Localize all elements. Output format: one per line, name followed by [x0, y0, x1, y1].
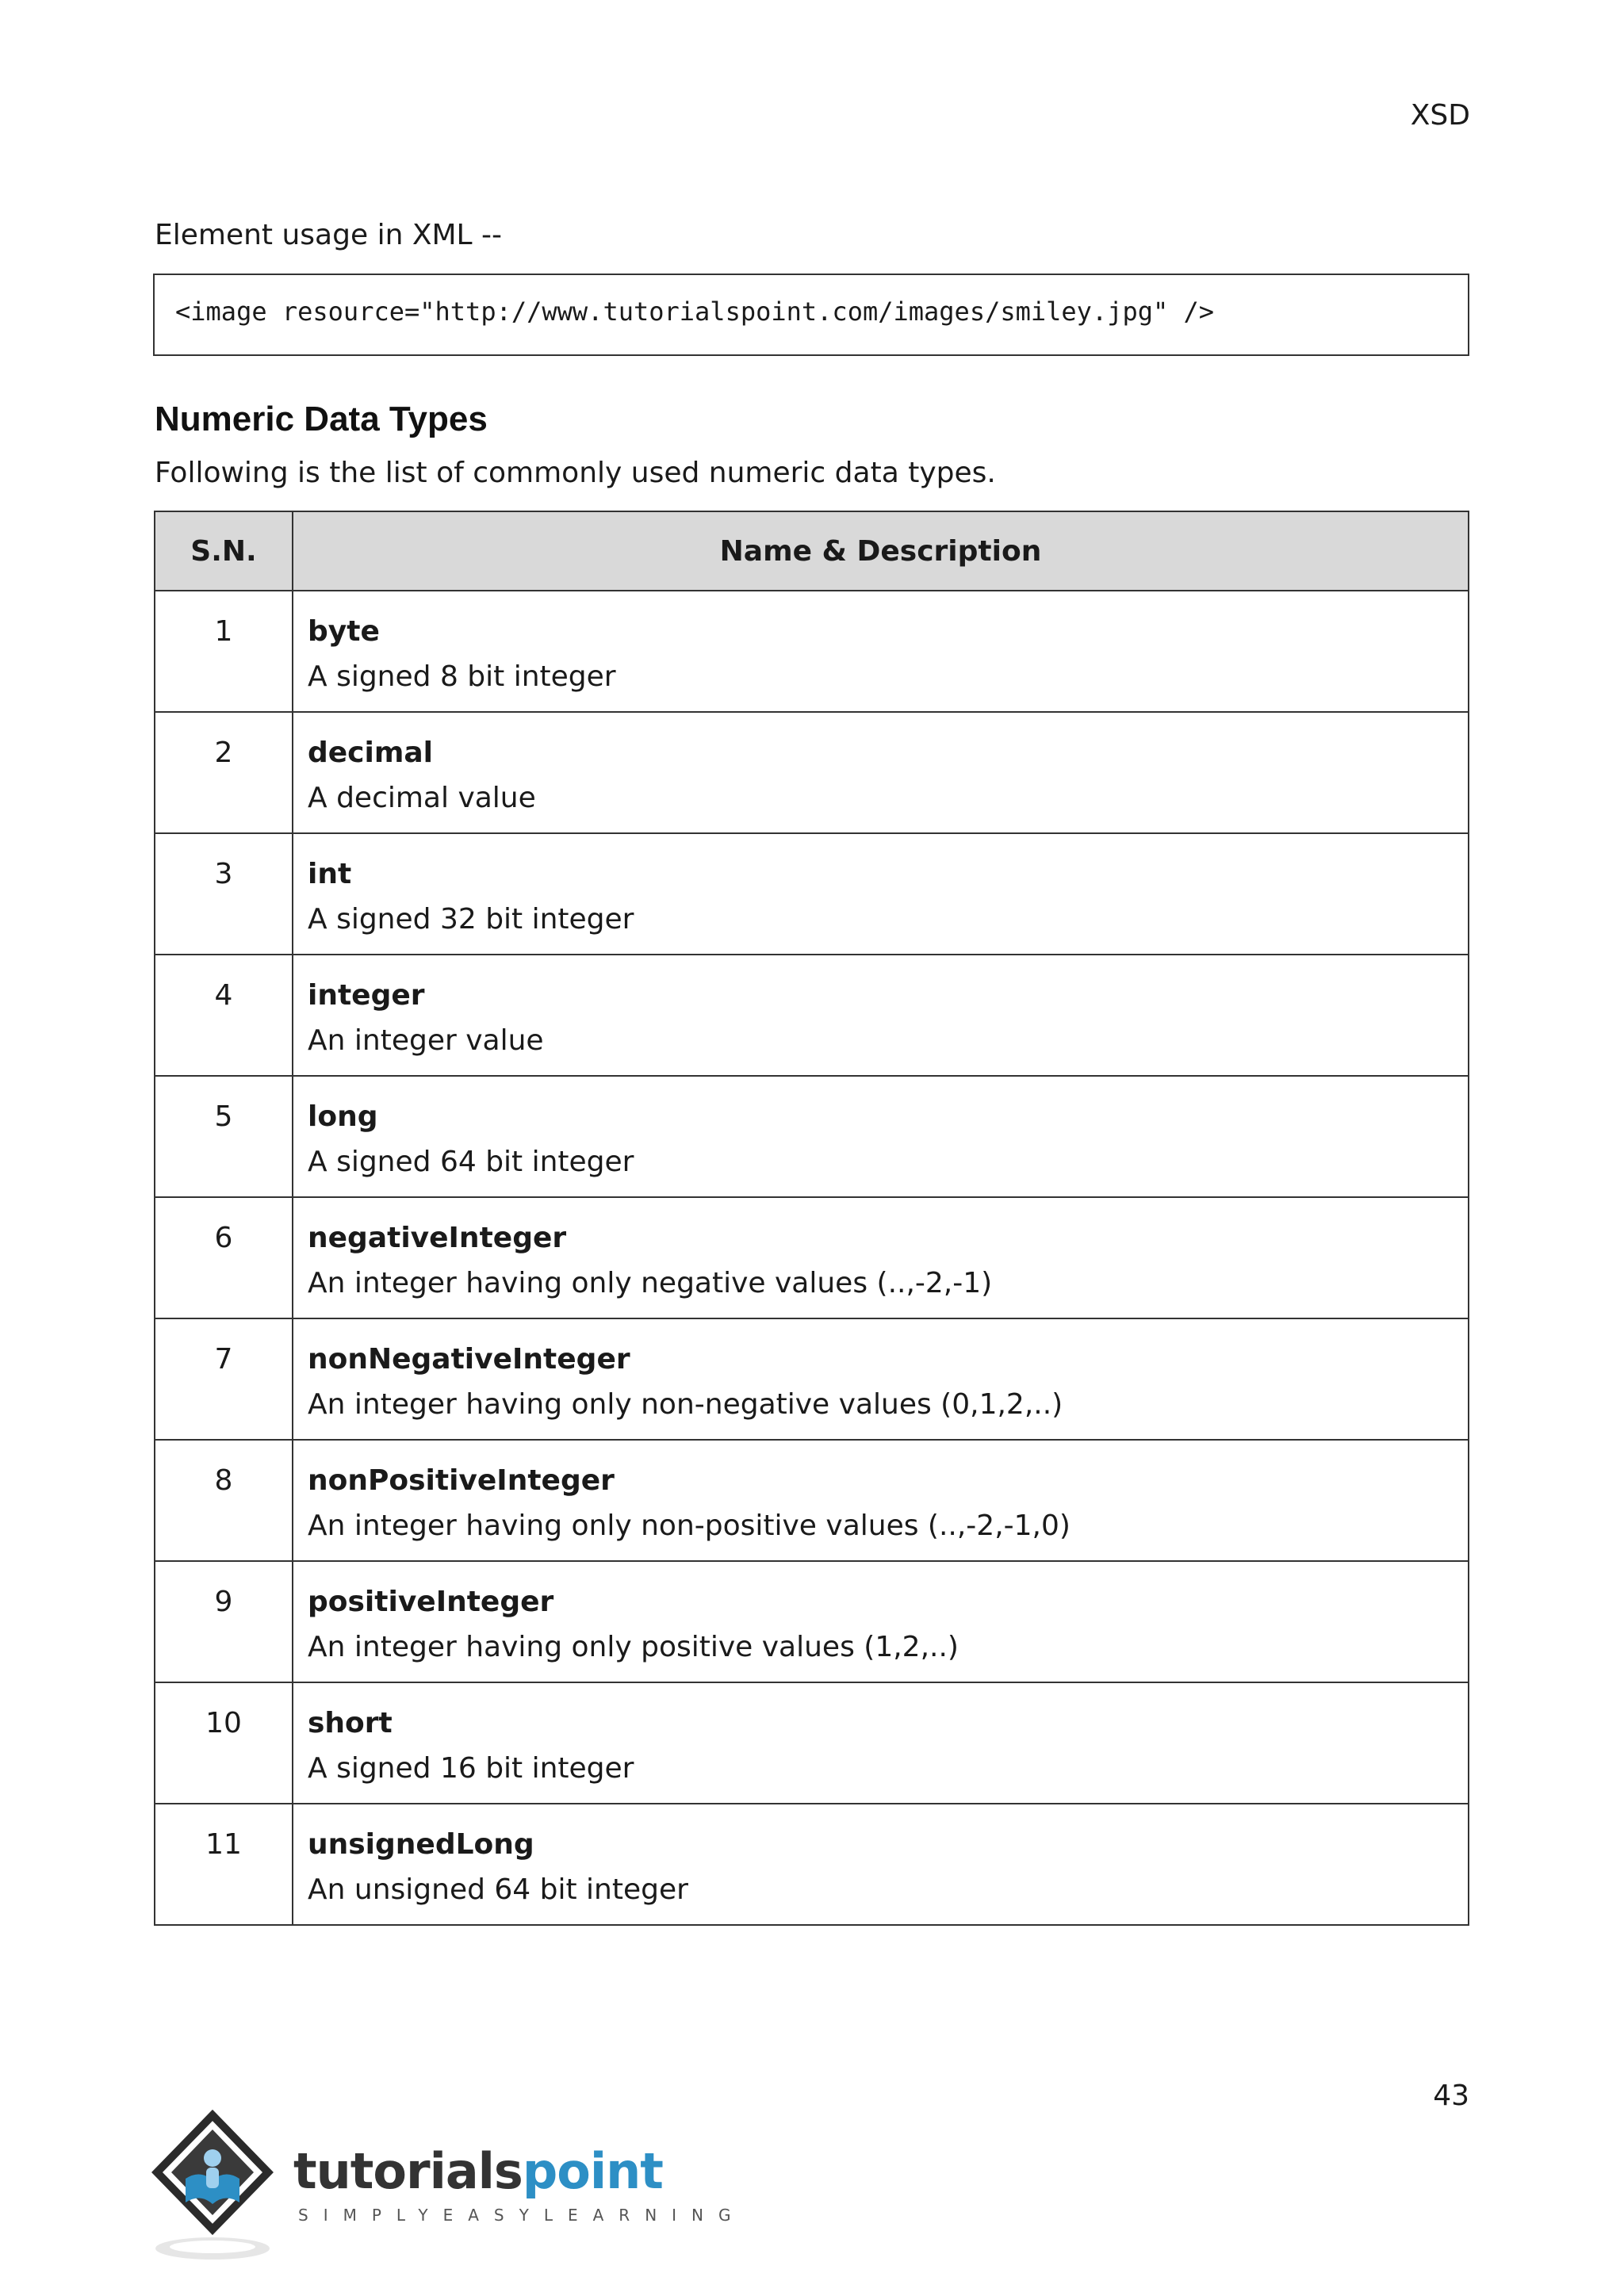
- code-block: [153, 274, 1469, 356]
- row-number: 2: [155, 712, 293, 833]
- row-number: 6: [155, 1197, 293, 1318]
- type-description: A signed 8 bit integer: [308, 660, 616, 693]
- table-row: [155, 591, 1469, 712]
- table-row: [155, 955, 1469, 1076]
- row-number: 4: [155, 955, 293, 1076]
- type-name: byte: [308, 615, 380, 648]
- type-description: An integer value: [308, 1024, 544, 1057]
- row-content: [293, 1440, 1469, 1561]
- type-name: long: [308, 1100, 378, 1133]
- column-header-sn: S.N.: [155, 511, 293, 591]
- row-content: [293, 712, 1469, 833]
- type-name: short: [308, 1707, 393, 1739]
- row-number: 5: [155, 1076, 293, 1197]
- row-content: [293, 1804, 1469, 1925]
- row-number: 8: [155, 1440, 293, 1561]
- table-row: [155, 1076, 1469, 1197]
- code-text: <image resource="http://www.tutorialspoint.com/images/smiley.jpg" />: [175, 297, 1215, 327]
- type-description: A signed 16 bit integer: [308, 1752, 634, 1785]
- row-content: [293, 1076, 1469, 1197]
- row-number: 7: [155, 1318, 293, 1440]
- type-name: nonPositiveInteger: [308, 1464, 615, 1497]
- row-number: 11: [155, 1804, 293, 1925]
- type-description: A decimal value: [308, 782, 536, 814]
- type-name: decimal: [308, 737, 434, 769]
- type-name: nonNegativeInteger: [308, 1343, 630, 1376]
- intro-text: Element usage in XML --: [155, 219, 503, 251]
- type-description: An integer having only negative values (..,-2,-1): [308, 1267, 993, 1299]
- type-name: positiveInteger: [308, 1586, 554, 1618]
- logo-wordmark: [293, 2144, 663, 2199]
- table-header-row: [155, 511, 1469, 591]
- logo-tagline: SIMPLYEASYLEARNING: [298, 2206, 746, 2225]
- column-header-name-description: Name & Description: [293, 511, 1469, 591]
- table-row: [155, 1440, 1469, 1561]
- page-number: 43: [1433, 2080, 1469, 2112]
- type-description: A signed 32 bit integer: [308, 903, 634, 936]
- row-content: [293, 1682, 1469, 1804]
- type-name: negativeInteger: [308, 1222, 567, 1254]
- table-row: [155, 1318, 1469, 1440]
- table-row: [155, 1197, 1469, 1318]
- type-description: An integer having only non-negative values (0,1,2,..): [308, 1388, 1063, 1421]
- table-row: [155, 1682, 1469, 1804]
- type-name: int: [308, 858, 352, 890]
- section-subtitle: Following is the list of commonly used numeric data types.: [155, 457, 996, 489]
- type-name: integer: [308, 979, 425, 1012]
- type-description: An integer having only non-positive values (..,-2,-1,0): [308, 1510, 1071, 1542]
- running-header: XSD: [1410, 99, 1470, 132]
- row-content: [293, 591, 1469, 712]
- table-row: [155, 1804, 1469, 1925]
- row-content: [293, 833, 1469, 955]
- type-name: unsignedLong: [308, 1828, 534, 1861]
- row-number: 9: [155, 1561, 293, 1682]
- logo-word-point: point: [522, 2142, 663, 2200]
- tutorialspoint-logo: [151, 2109, 746, 2267]
- row-content: [293, 1318, 1469, 1440]
- table-row: [155, 833, 1469, 955]
- row-content: [293, 955, 1469, 1076]
- row-number: 10: [155, 1682, 293, 1804]
- row-number: 1: [155, 591, 293, 712]
- row-content: [293, 1561, 1469, 1682]
- table-row: [155, 712, 1469, 833]
- type-description: An unsigned 64 bit integer: [308, 1873, 688, 1906]
- table-row: [155, 1561, 1469, 1682]
- type-description: An integer having only positive values (1,2,..): [308, 1631, 959, 1663]
- type-description: A signed 64 bit integer: [308, 1146, 634, 1178]
- section-title: Numeric Data Types: [155, 400, 488, 438]
- row-number: 3: [155, 833, 293, 955]
- numeric-types-table: [154, 511, 1469, 1926]
- logo-emblem-icon: [151, 2109, 293, 2267]
- row-content: [293, 1197, 1469, 1318]
- logo-word-tutorials: tutorials: [293, 2142, 523, 2200]
